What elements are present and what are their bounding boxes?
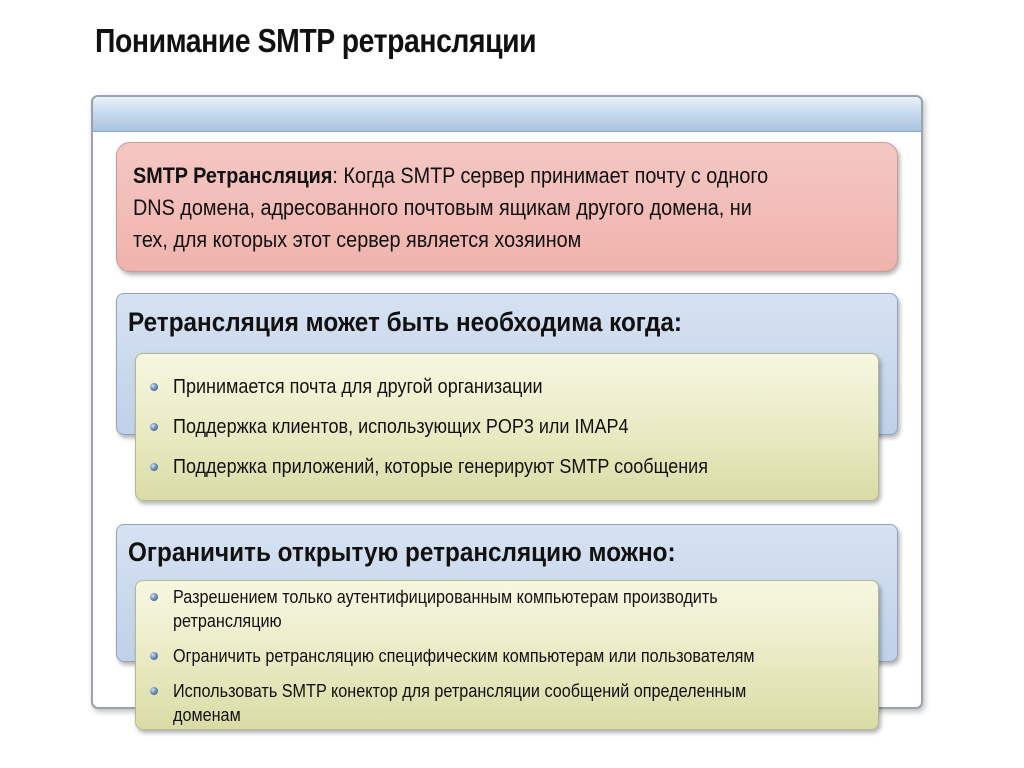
definition-text: [133, 160, 781, 256]
definition-body: : Когда SMTP сервер принимает почту с одного DNS домена, адресованного почтовым ящикам другого домена, ни тех, для которых этот сервер является хозяином: [133, 163, 769, 252]
list-item-text: Принимается почта для другой организации: [173, 376, 543, 398]
list-item-text: Разрешением только аутентифицированным компьютерам производить ретрансляцию: [173, 587, 718, 631]
list-item-text: Поддержка клиентов, использующих POP3 или IMAP4: [173, 416, 629, 438]
bullet-icon: [150, 423, 158, 431]
list-item: [150, 585, 860, 633]
list-item: [150, 679, 860, 727]
section-heading-relay-needed: Ретрансляция может быть необходима когда:: [128, 307, 683, 337]
list-item-text: Ограничить ретрансляцию специфическим компьютерам или пользователям: [173, 646, 755, 666]
list-item-text: Использовать SMTP конектор для ретрансляции сообщений определенным доменам: [173, 681, 747, 725]
list-item: [150, 375, 860, 399]
frame-header-bar: [93, 97, 921, 132]
definition-term: SMTP Ретрансляция: [133, 163, 333, 188]
section-heading-restrict-relay: Ограничить открытую ретрансляцию можно:: [128, 537, 676, 567]
list-item-text: Поддержка приложений, которые генерируют SMTP сообщения: [173, 456, 708, 478]
bullet-icon: [150, 652, 158, 660]
list-item: [150, 644, 860, 668]
list-item: [150, 415, 860, 439]
bullet-icon: [150, 687, 158, 695]
slide-title: Понимание SMTP ретрансляции: [95, 22, 537, 59]
bullet-icon: [150, 383, 158, 391]
list-item: [150, 455, 860, 479]
bullet-icon: [150, 593, 158, 601]
bullet-icon: [150, 463, 158, 471]
